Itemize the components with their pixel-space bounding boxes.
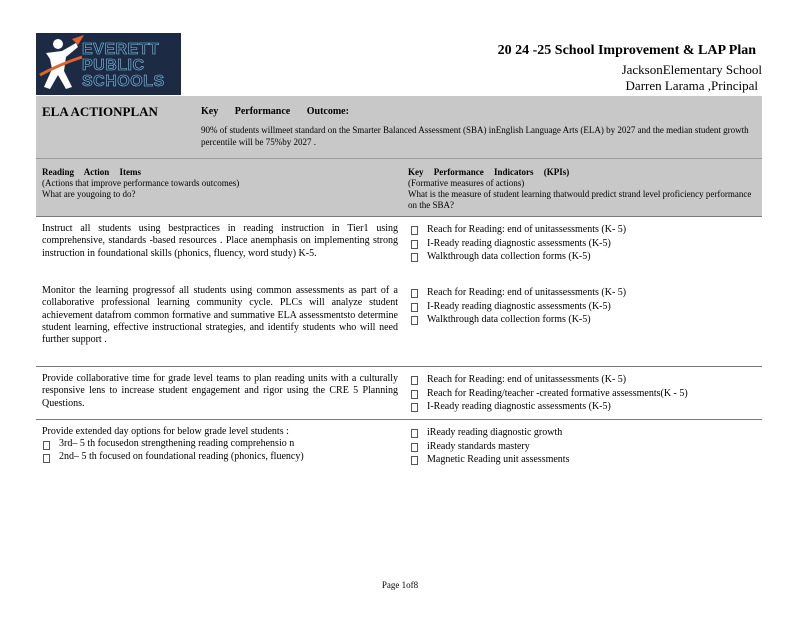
kpi-item: Reach for Reading: end of unitassessments (K- 5): [410, 223, 760, 237]
kpi-sub2: What is the measure of student learning thatwould predict strand level proficiency performance on the SBA?: [408, 189, 752, 210]
kpi-item: iReady standards mastery: [410, 440, 760, 454]
logo-text-public: PUBLIC: [82, 57, 145, 74]
action-item: Instruct all students using bestpractices in reading instruction in Tier1 using comprehensive, standards -based resources . Place anemphasis on implementing strong instruction in foundational skills (phonics, fluency, word study) K-5.: [42, 223, 398, 259]
plan-header-band: [36, 96, 762, 158]
action-items-heading: [42, 167, 382, 200]
kpi-item: Magnetic Reading unit assessments: [410, 453, 760, 467]
kpi-item: I-Ready reading diagnostic assessments (K-5): [410, 300, 760, 314]
sub-item-list: [42, 438, 398, 463]
action-item: [42, 426, 398, 463]
logo-text-everett: EVERETT: [82, 41, 160, 58]
row-divider: [36, 419, 762, 420]
plan-title: ELA ACTIONPLAN: [42, 104, 158, 119]
student-figure-icon: [38, 35, 84, 93]
action-item-text: Provide extended day options for below grade level students :: [42, 426, 289, 437]
kpi-list: [410, 426, 760, 467]
column-header-band: [36, 158, 762, 217]
kpi-list: [410, 223, 760, 264]
sub-item: 2nd– 5 th focused on foundational reading (phonics, fluency): [42, 451, 398, 463]
sub-item: 3rd– 5 th focusedon strengthening reading comprehensio n: [42, 438, 398, 450]
kpi-item: Walkthrough data collection forms (K-5): [410, 250, 760, 264]
school-name: JacksonElementary School: [621, 62, 762, 77]
kpi-list: [410, 373, 760, 414]
document-title: 20 24 -25 School Improvement & LAP Plan: [497, 43, 756, 58]
kpi-item: Reach for Reading: end of unitassessments (K- 5): [410, 373, 760, 387]
action-items-sub1: (Actions that improve performance towards outcomes): [42, 178, 240, 188]
page-number: Page 1of8: [381, 580, 419, 590]
kpi-sub1: (Formative measures of actions): [408, 178, 525, 188]
logo-text-schools: SCHOOLS: [82, 73, 165, 90]
kpi-heading: [408, 167, 758, 211]
row-divider: [36, 216, 762, 217]
kpi-item: I-Ready reading diagnostic assessments (K-5): [410, 400, 760, 414]
row-divider: [36, 366, 762, 367]
kpi-item: Reach for Reading/teacher -created formative assessments(K - 5): [410, 387, 760, 401]
principal-name: Darren Larama ,Principal: [625, 78, 758, 93]
district-logo: [36, 33, 181, 95]
action-item: Provide collaborative time for grade level teams to plan reading units with a culturally responsive lens to increase student engagement and rigor using the CRE 5 Planning Questions.: [42, 373, 398, 409]
kpi-list: [410, 286, 760, 327]
action-items-title: Reading Action Items: [42, 167, 141, 177]
kpi-item: I-Ready reading diagnostic assessments (K-5): [410, 237, 760, 251]
kpi-item: Walkthrough data collection forms (K-5): [410, 313, 760, 327]
kpo-text: 90% of students willmeet standard on the Smarter Balanced Assessment (SBA) inEnglish Language Arts (ELA) by 2027 and the median student growth percentile will be 75%by 2027 .: [201, 125, 749, 147]
kpi-title: Key Performance Indicators (KPIs): [408, 167, 570, 177]
kpo-label: Key Performance Outcome:: [201, 106, 349, 117]
action-items-sub2: What are yougoing to do?: [42, 189, 136, 199]
action-item: Monitor the learning progressof all students using common assessments as part of a collaborative professional learning community cycle. PLCs will analyze student achievement datafrom common formative and summative ELA assessmentsto determine student learning, effective instructional strategies, and identify students who will need further support .: [42, 285, 398, 346]
kpi-item: iReady reading diagnostic growth: [410, 426, 760, 440]
kpi-item: Reach for Reading: end of unitassessments (K- 5): [410, 286, 760, 300]
